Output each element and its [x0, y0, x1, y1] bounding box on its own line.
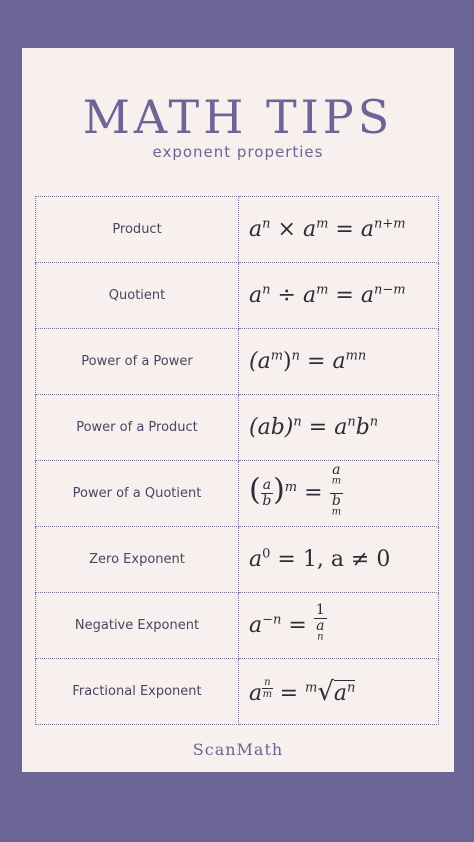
equals-sign: =: [307, 349, 326, 374]
table-row: [36, 527, 439, 593]
property-name-negative-exponent: Negative Exponent: [36, 593, 239, 659]
numerator: a: [262, 477, 272, 493]
term: a: [360, 217, 374, 242]
radical-sign: √: [317, 676, 334, 707]
exponent-properties-table: [35, 196, 439, 725]
exponent: m: [316, 216, 329, 232]
page-subtitle: exponent properties: [152, 143, 324, 161]
formula-fractional-exponent: [239, 659, 439, 725]
formula-quotient: [239, 263, 439, 329]
denominator: m: [262, 688, 273, 700]
exponent: m: [270, 348, 284, 364]
numerator: [330, 463, 343, 494]
exponent: n: [262, 216, 271, 232]
exponent: m: [316, 282, 329, 298]
fraction-exponent: [262, 677, 272, 700]
paren: ): [273, 472, 285, 508]
exponent: n: [291, 348, 300, 364]
term: a: [333, 680, 348, 706]
term: a: [249, 217, 263, 242]
property-name-power-of-power: Power of a Power: [36, 329, 239, 395]
exponent: mn: [345, 348, 367, 364]
denominator: [314, 619, 327, 649]
term: a: [249, 680, 263, 706]
operator: ÷: [277, 283, 296, 308]
formula-rest: = 1, a ≠ 0: [277, 547, 391, 572]
exponent: −n: [262, 612, 282, 628]
table-row: [36, 593, 439, 659]
term: (ab): [249, 415, 294, 440]
term: a: [332, 462, 341, 478]
formula-power-of-quotient: [239, 461, 439, 527]
tips-card: [22, 48, 454, 772]
formula-negative-exponent: [239, 593, 439, 659]
equals-sign: =: [335, 217, 354, 242]
property-name-quotient: Quotient: [36, 263, 239, 329]
exponent: n: [369, 414, 379, 430]
radicand: [334, 680, 356, 706]
term: a: [302, 217, 317, 242]
term: a: [249, 612, 263, 638]
equals-sign: =: [279, 680, 299, 706]
denominator: b: [262, 493, 272, 509]
exponent: m: [284, 480, 298, 496]
brand-footer: ScanMath: [192, 740, 284, 759]
numerator: n: [264, 676, 271, 688]
denominator: [330, 494, 343, 524]
table-row: [36, 197, 439, 263]
page-title: MATH TIPS: [82, 90, 394, 144]
term: a: [316, 617, 325, 634]
fraction: [330, 463, 343, 524]
exponent: n+m: [373, 216, 406, 232]
equals-sign: =: [308, 415, 328, 440]
property-name-product: Product: [36, 197, 239, 263]
exponent: m: [331, 475, 342, 487]
table-row: [36, 329, 439, 395]
equals-sign: =: [335, 283, 354, 308]
operator: ×: [277, 217, 296, 242]
fraction: [314, 603, 327, 649]
exponent: n: [262, 282, 271, 298]
table-row: [36, 659, 439, 725]
property-name-fractional-exponent: Fractional Exponent: [36, 659, 239, 725]
property-name-power-of-quotient: Power of a Quotient: [36, 461, 239, 527]
exponent: n: [347, 414, 356, 430]
formula-power-of-power: [239, 329, 439, 395]
numerator: 1: [315, 601, 325, 618]
term: a: [360, 283, 374, 308]
term: a: [334, 415, 348, 440]
term: b: [331, 493, 341, 509]
formula-product: [239, 197, 439, 263]
exponent: n−m: [373, 282, 406, 298]
exponent: n: [317, 630, 324, 642]
exponent: m: [331, 506, 342, 518]
exponent: n: [293, 414, 302, 430]
table-row: [36, 395, 439, 461]
equals-sign: =: [288, 612, 307, 638]
formula-power-of-product: [239, 395, 439, 461]
table-row: [36, 461, 439, 527]
term: b: [355, 415, 370, 440]
term: a: [302, 283, 317, 308]
paren: (: [249, 472, 261, 508]
root-index: m: [305, 680, 318, 696]
table-row: [36, 263, 439, 329]
term: a: [249, 283, 263, 308]
paren: ): [283, 349, 292, 374]
equals-sign: =: [304, 480, 323, 506]
formula-zero-exponent: [239, 527, 439, 593]
exponent: 0: [262, 546, 271, 562]
term: (a: [249, 349, 271, 374]
property-name-zero-exponent: Zero Exponent: [36, 527, 239, 593]
term: a: [332, 349, 346, 374]
exponent: n: [347, 680, 356, 696]
term: a: [249, 547, 263, 572]
property-name-power-of-product: Power of a Product: [36, 395, 239, 461]
fraction: [261, 478, 273, 509]
